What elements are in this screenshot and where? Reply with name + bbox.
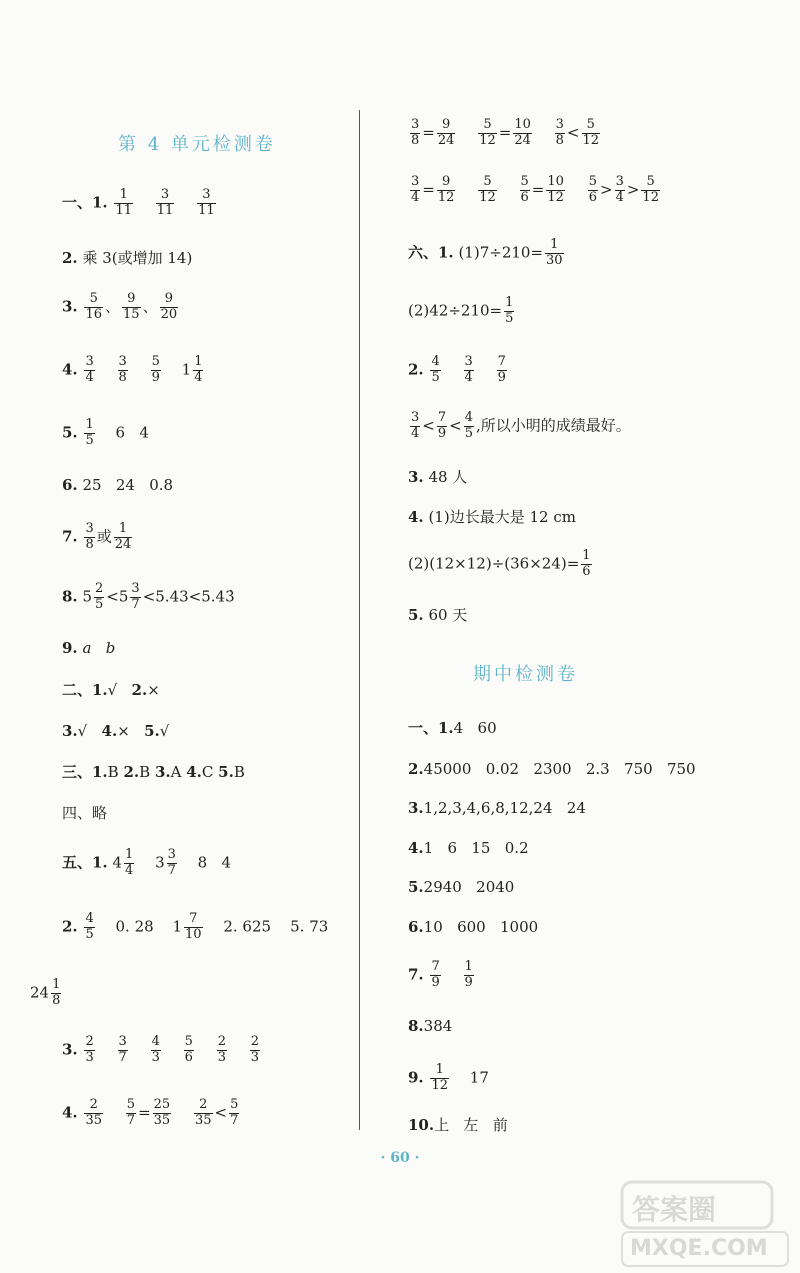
answer-line: 五、1. 4 $\frac{1}{4}$ 3 $\frac{3}{7}$ 8 4: [62, 847, 232, 878]
answer-line: 2. $\frac{4}{5}$ $\frac{3}{4}$ $\frac{7}{9}$: [408, 354, 506, 385]
answer-line: 9. $\frac{1}{12}$ 17: [408, 1062, 489, 1093]
answer-line: $\frac{3}{8}$ = $\frac{9}{24}$ $\frac{5}{12}$ = $\frac{10}{24}$ $\frac{3}{8}$ < $\frac{5}{12}$: [411, 117, 600, 148]
answer-line: (2)(12×12)÷(36×24)= $\frac{1}{6}$: [408, 548, 591, 579]
answer-line: 4. (1)边长最大是 12 cm: [408, 508, 576, 526]
right-section-title: 期中检测卷: [473, 664, 578, 685]
answer-line: 4.1 6 15 0.2: [408, 839, 529, 857]
answer-line: 3. $\frac{2}{3}$ $\frac{3}{7}$ $\frac{4}{3}$ $\frac{5}{6}$ $\frac{2}{3}$ $\frac{2}{3}$: [62, 1034, 260, 1065]
answer-line: 7. $\frac{3}{8}$ 或 $\frac{1}{24}$: [62, 521, 132, 552]
answer-line: 24 $\frac{1}{8}$: [30, 977, 61, 1008]
left-section-title: 第 4 单元检测卷: [118, 134, 276, 155]
answer-line: 一、1. $\frac{1}{11}$ $\frac{3}{11}$ $\frac{3}{11}$: [62, 187, 215, 218]
answer-line: 一、1.4 60: [408, 719, 497, 737]
answer-line: 7. $\frac{7}{9}$ $\frac{1}{9}$: [408, 959, 473, 990]
answer-line: 2.45000 0.02 2300 2.3 750 750: [408, 760, 696, 778]
answer-line: 5.2940 2040: [408, 878, 515, 896]
answer-line: 8. 5 $\frac{2}{5}$ <5 $\frac{3}{7}$ <5.43<5.43̇: [62, 581, 235, 612]
answer-line: 5. 60 天: [408, 606, 468, 624]
answer-line: 六、1. (1)7÷210= $\frac{1}{30}$: [408, 237, 563, 268]
answer-line: 2. $\frac{4}{5}$ 0. 28 1 $\frac{7}{10}$ 2. 625 5. 73: [62, 911, 329, 942]
answer-line: 6. 25 24 0.8: [62, 476, 174, 494]
answer-line: 3.√ 4.× 5.√: [62, 722, 170, 740]
answer-line: 6.10 600 1000: [408, 918, 539, 936]
answer-line: 2. 乘 3(或增加 14): [62, 249, 193, 267]
answer-line: $\frac{3}{4}$ = $\frac{9}{12}$ $\frac{5}{12}$ $\frac{5}{6}$ = $\frac{10}{12}$ $\frac{5}{6}$ > $\frac{3}{4}$ > $\frac{5}{12}$: [411, 174, 659, 205]
answer-line: 4. $\frac{2}{35}$ $\frac{5}{7}$ = $\frac{25}{35}$ $\frac{2}{35}$ < $\frac{5}{7}$: [62, 1097, 239, 1128]
answer-line: 四、略: [62, 804, 108, 822]
answer-line: 3. $\frac{5}{16}$ 、 $\frac{9}{15}$ 、 $\frac{9}{20}$: [62, 291, 178, 322]
answer-line: 4. $\frac{3}{4}$ $\frac{3}{8}$ $\frac{5}{9}$ 1 $\frac{1}{4}$: [62, 354, 203, 385]
answer-line: 10.上 左 前: [408, 1116, 508, 1134]
page-number: · 60 ·: [380, 1150, 420, 1166]
answer-line: 5. $\frac{1}{5}$ 6 4: [62, 417, 149, 448]
answer-line: 二、1.√ 2.×: [62, 681, 160, 699]
answer-line: (2)42÷210= $\frac{1}{5}$: [408, 295, 514, 326]
answer-line: 三、1.B 2.B 3.A 4.C 5.B: [62, 763, 245, 781]
watermark-logo: 答案圈 MXQE.COM: [620, 1180, 790, 1270]
answer-line: 3. 48 人: [408, 468, 468, 486]
answer-line: 3.1,2,3,4,6,8,12,24 24: [408, 799, 586, 817]
answer-line: $\frac{3}{4}$ < $\frac{7}{9}$ < $\frac{4}{5}$ ,所以小明的成绩最好。: [411, 410, 631, 441]
column-divider: [359, 110, 360, 1130]
answer-line: 9. a b: [62, 639, 116, 657]
answer-line: 8.384: [408, 1017, 453, 1035]
